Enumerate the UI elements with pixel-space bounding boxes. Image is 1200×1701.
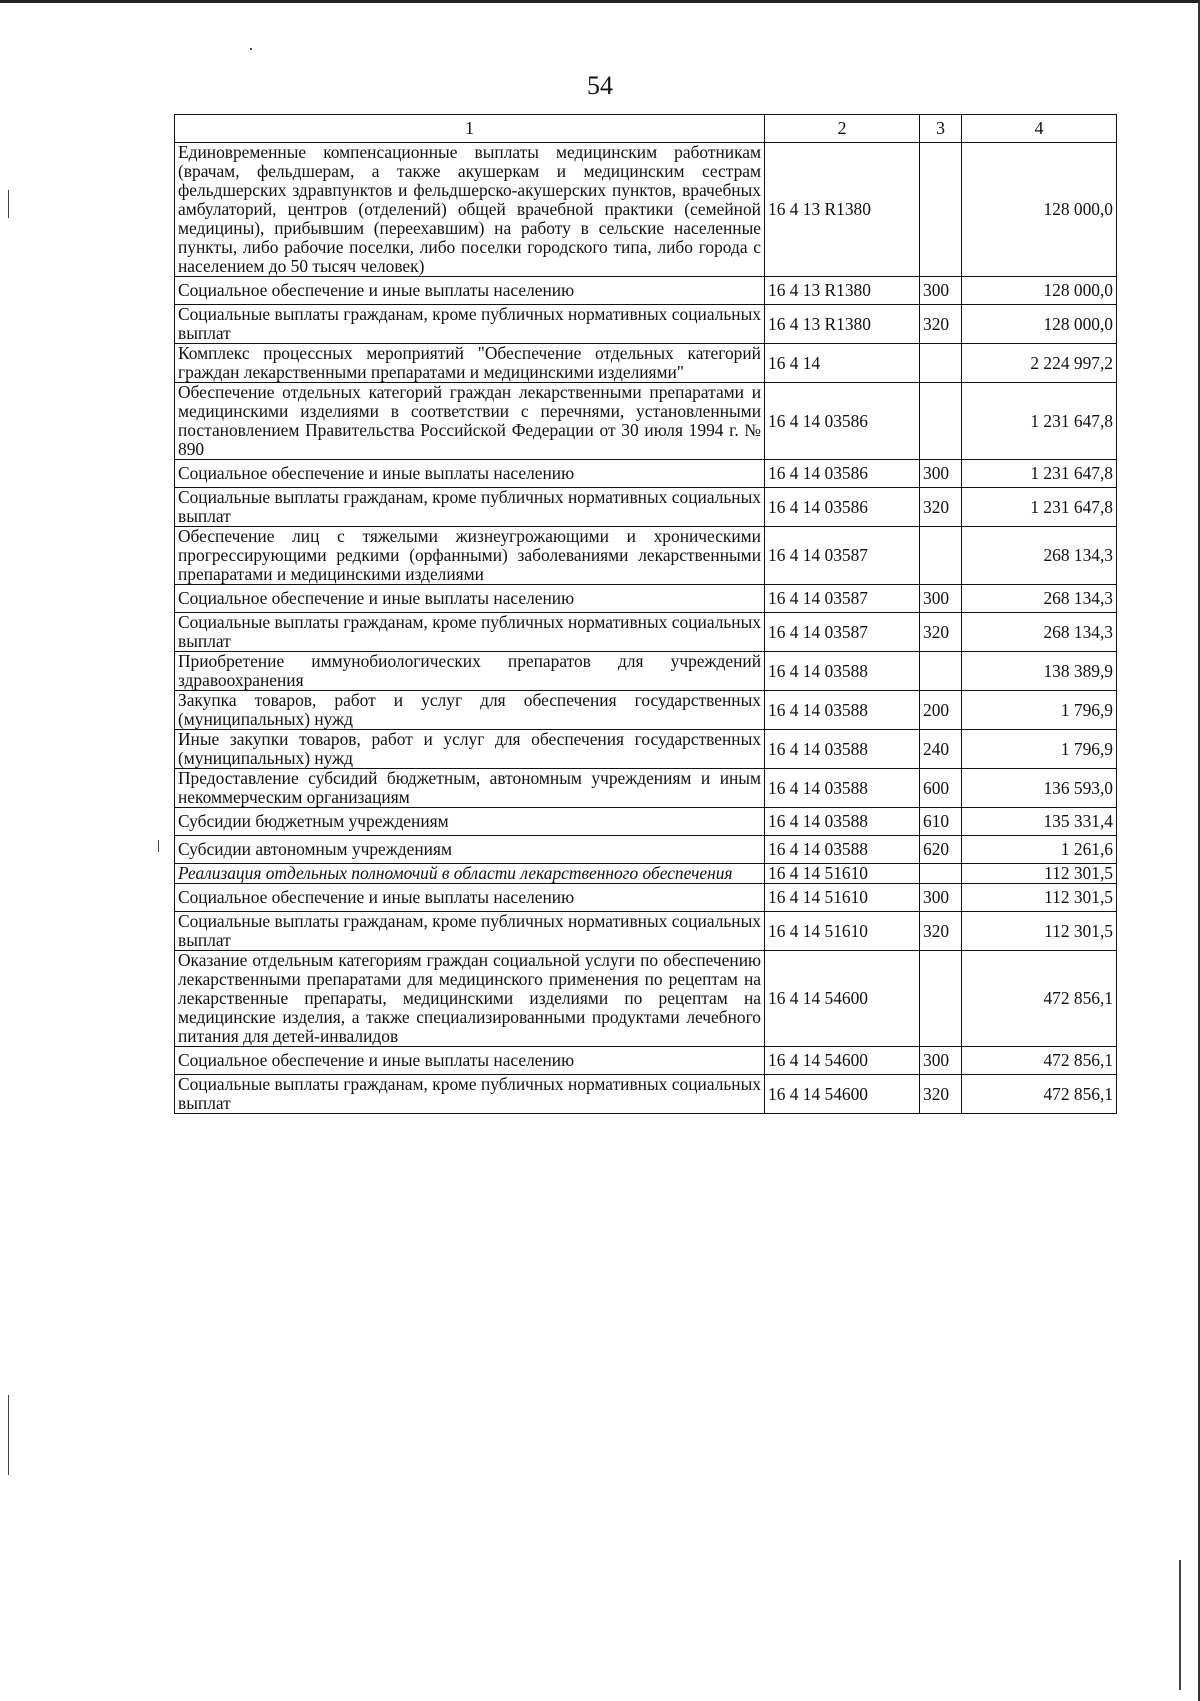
row-amount-cell: 136 593,0	[962, 769, 1117, 808]
row-expense-type-cell	[920, 527, 962, 585]
column-header: 1	[175, 115, 765, 143]
row-expense-type-cell: 620	[920, 836, 962, 864]
row-expense-type-cell	[920, 951, 962, 1047]
row-amount-cell: 268 134,3	[962, 527, 1117, 585]
table-row	[175, 1075, 1117, 1114]
row-name-cell: Предоставление субсидий бюджетным, автономным учреждениям и иным некоммерческим организациям	[175, 769, 765, 808]
row-expense-type-cell: 200	[920, 691, 962, 730]
table-row	[175, 864, 1117, 884]
row-amount-cell: 1 796,9	[962, 730, 1117, 769]
row-code-cell: 16 4 14 03588	[765, 691, 920, 730]
row-expense-type-cell: 300	[920, 884, 962, 912]
row-code-cell: 16 4 13 R1380	[765, 277, 920, 305]
row-expense-type-cell	[920, 383, 962, 460]
row-code-cell: 16 4 14 03588	[765, 730, 920, 769]
row-amount-cell: 1 231 647,8	[962, 460, 1117, 488]
row-expense-type-cell: 300	[920, 585, 962, 613]
table-row	[175, 1047, 1117, 1075]
scan-speck	[1179, 1560, 1181, 1690]
row-amount-cell: 128 000,0	[962, 277, 1117, 305]
row-code-cell: 16 4 14	[765, 344, 920, 383]
table-row	[175, 730, 1117, 769]
row-name-cell: Приобретение иммунобиологических препаратов для учреждений здравоохранения	[175, 652, 765, 691]
scan-speck	[158, 840, 159, 852]
page-number: 54	[587, 71, 613, 100]
row-amount-cell: 472 856,1	[962, 1075, 1117, 1114]
row-name-cell: Иные закупки товаров, работ и услуг для обеспечения государственных (муниципальных) нужд	[175, 730, 765, 769]
row-code-cell: 16 4 14 54600	[765, 1075, 920, 1114]
table-row	[175, 884, 1117, 912]
row-expense-type-cell	[920, 864, 962, 884]
row-expense-type-cell: 610	[920, 808, 962, 836]
row-expense-type-cell: 320	[920, 305, 962, 344]
column-header: 2	[765, 115, 920, 143]
row-expense-type-cell: 240	[920, 730, 962, 769]
row-name-cell: Социальные выплаты гражданам, кроме публичных нормативных социальных выплат	[175, 488, 765, 527]
row-expense-type-cell: 320	[920, 613, 962, 652]
row-amount-cell: 1 796,9	[962, 691, 1117, 730]
row-amount-cell: 135 331,4	[962, 808, 1117, 836]
row-name-cell: Социальное обеспечение и иные выплаты населению	[175, 277, 765, 305]
row-code-cell: 16 4 13 R1380	[765, 305, 920, 344]
table-row	[175, 585, 1117, 613]
row-amount-cell: 472 856,1	[962, 951, 1117, 1047]
table-row	[175, 613, 1117, 652]
row-code-cell: 16 4 14 03587	[765, 585, 920, 613]
row-expense-type-cell	[920, 344, 962, 383]
row-code-cell: 16 4 14 03587	[765, 613, 920, 652]
row-amount-cell: 128 000,0	[962, 143, 1117, 277]
scan-speck	[8, 1395, 9, 1475]
row-code-cell: 16 4 14 03588	[765, 808, 920, 836]
row-code-cell: 16 4 14 03588	[765, 769, 920, 808]
row-expense-type-cell: 300	[920, 277, 962, 305]
row-code-cell: 16 4 14 03588	[765, 652, 920, 691]
row-name-cell: Социальное обеспечение и иные выплаты населению	[175, 585, 765, 613]
scan-edge-top	[0, 0, 1200, 3]
row-code-cell: 16 4 14 03586	[765, 488, 920, 527]
row-name-cell: Социальные выплаты гражданам, кроме публичных нормативных социальных выплат	[175, 1075, 765, 1114]
table-row	[175, 383, 1117, 460]
row-code-cell: 16 4 14 51610	[765, 912, 920, 951]
table-row	[175, 652, 1117, 691]
row-name-cell: Социальные выплаты гражданам, кроме публичных нормативных социальных выплат	[175, 305, 765, 344]
table-row	[175, 527, 1117, 585]
row-code-cell: 16 4 13 R1380	[765, 143, 920, 277]
row-amount-cell: 2 224 997,2	[962, 344, 1117, 383]
row-code-cell: 16 4 14 03586	[765, 383, 920, 460]
row-expense-type-cell: 300	[920, 1047, 962, 1075]
row-amount-cell: 1 231 647,8	[962, 488, 1117, 527]
row-name-cell: Субсидии бюджетным учреждениям	[175, 808, 765, 836]
row-amount-cell: 268 134,3	[962, 585, 1117, 613]
budget-table	[174, 114, 1117, 1114]
table-row	[175, 951, 1117, 1047]
table-row	[175, 912, 1117, 951]
row-expense-type-cell: 300	[920, 460, 962, 488]
row-amount-cell: 1 261,6	[962, 836, 1117, 864]
row-amount-cell: 138 389,9	[962, 652, 1117, 691]
row-expense-type-cell	[920, 652, 962, 691]
table-row	[175, 344, 1117, 383]
row-name-cell: Социальные выплаты гражданам, кроме публичных нормативных социальных выплат	[175, 613, 765, 652]
row-code-cell: 16 4 14 03588	[765, 836, 920, 864]
row-amount-cell: 112 301,5	[962, 864, 1117, 884]
row-name-cell: Реализация отдельных полномочий в области лекарственного обеспечения	[175, 864, 765, 884]
row-name-cell: Социальные выплаты гражданам, кроме публичных нормативных социальных выплат	[175, 912, 765, 951]
row-amount-cell: 128 000,0	[962, 305, 1117, 344]
row-expense-type-cell: 320	[920, 1075, 962, 1114]
table-body	[175, 143, 1117, 1114]
row-amount-cell: 1 231 647,8	[962, 383, 1117, 460]
row-name-cell: Социальное обеспечение и иные выплаты населению	[175, 1047, 765, 1075]
row-name-cell: Социальное обеспечение и иные выплаты населению	[175, 884, 765, 912]
column-header: 3	[920, 115, 962, 143]
table-header-row	[175, 115, 1117, 143]
row-name-cell: Оказание отдельным категориям граждан социальной услуги по обеспечению лекарственными препаратами для медицинского применения по рецептам на лекарственные препараты, медицинскими изделиями по рецептам на медицинские изделия, а также специализированными продуктами лечебного питания для детей-инвалидов	[175, 951, 765, 1047]
table-row	[175, 488, 1117, 527]
table-row	[175, 769, 1117, 808]
scan-speck	[8, 190, 9, 218]
row-name-cell: Закупка товаров, работ и услуг для обеспечения государственных (муниципальных) нужд	[175, 691, 765, 730]
row-name-cell: Субсидии автономным учреждениям	[175, 836, 765, 864]
row-code-cell: 16 4 14 51610	[765, 884, 920, 912]
row-code-cell: 16 4 14 03586	[765, 460, 920, 488]
column-header: 4	[962, 115, 1117, 143]
row-code-cell: 16 4 14 51610	[765, 864, 920, 884]
row-code-cell: 16 4 14 54600	[765, 951, 920, 1047]
row-amount-cell: 472 856,1	[962, 1047, 1117, 1075]
row-code-cell: 16 4 14 54600	[765, 1047, 920, 1075]
row-amount-cell: 112 301,5	[962, 912, 1117, 951]
row-name-cell: Единовременные компенсационные выплаты медицинским работникам (врачам, фельдшерам, а также акушеркам и медицинским сестрам фельдшерских здравпунктов и фельдшерско-акушерских пунктов, врачебных амбулаторий, центров (отделений) общей врачебной практики (семейной медицины), прибывшим (переехавшим) на работу в сельские населенные пункты, либо рабочие поселки, либо поселки городского типа, либо города с населением до 50 тысяч человек)	[175, 143, 765, 277]
table-row	[175, 460, 1117, 488]
table-row	[175, 691, 1117, 730]
row-amount-cell: 112 301,5	[962, 884, 1117, 912]
table-row	[175, 836, 1117, 864]
table-row	[175, 143, 1117, 277]
row-name-cell: Обеспечение лиц с тяжелыми жизнеугрожающими и хроническими прогрессирующими редкими (орфанными) заболеваниями лекарственными препаратами и медицинскими изделиями	[175, 527, 765, 585]
row-name-cell: Обеспечение отдельных категорий граждан лекарственными препаратами и медицинскими изделиями в соответствии с перечнями, установленными постановлением Правительства Российской Федерации от 30 июля 1994 г. № 890	[175, 383, 765, 460]
table-row	[175, 277, 1117, 305]
table-row	[175, 305, 1117, 344]
row-expense-type-cell: 320	[920, 488, 962, 527]
row-expense-type-cell	[920, 143, 962, 277]
row-name-cell: Социальное обеспечение и иные выплаты населению	[175, 460, 765, 488]
scan-speck	[250, 48, 252, 50]
row-code-cell: 16 4 14 03587	[765, 527, 920, 585]
row-expense-type-cell: 320	[920, 912, 962, 951]
table-row	[175, 808, 1117, 836]
row-amount-cell: 268 134,3	[962, 613, 1117, 652]
row-expense-type-cell: 600	[920, 769, 962, 808]
row-name-cell: Комплекс процессных мероприятий "Обеспечение отдельных категорий граждан лекарственными препаратами и медицинскими изделиями"	[175, 344, 765, 383]
